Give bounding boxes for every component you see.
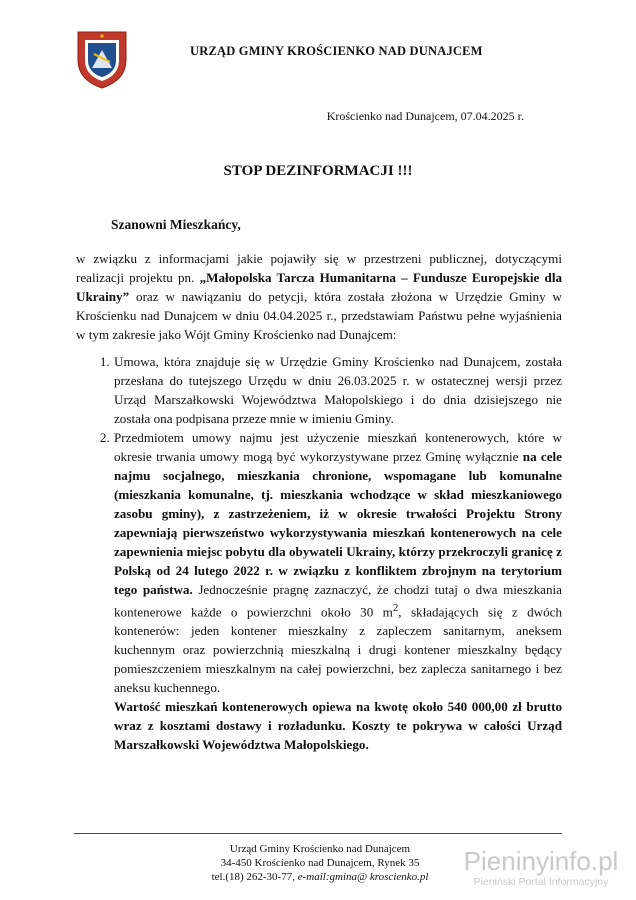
municipality-crest-logo [74,28,130,90]
intro-text-cont: oraz w nawiązaniu do petycji, która została złożona w Urzędzie Gminy w Krościenku nad Dunajcem w dniu 04.04.2025 r., przedstawiam Państwu pełne wyjaśnienia w tym zakresie jako Wójt Gminy Krościenko nad Dunajcem: [76,289,562,342]
document-title: STOP DEZINFORMACJI !!! [223,163,413,179]
footer-street: 34-450 Krościenko nad Dunajcem, Rynek 35 [220,857,420,869]
explanation-list [76,352,562,754]
intro-paragraph [76,249,562,344]
project-name: „Małopolska Tarcza Humanitarna – Fundusze Europejskie dla Ukrainy” [76,270,563,304]
cost-statement: Wartość mieszkań kontenerowych opiewa na kwotę około 540 000,00 zł brutto wraz z kosztami dostawy i rozładunku. Koszty te pokrywa w całości Urząd Marszałkowski Województwa Małopolskiego. [114,699,562,753]
list-item: 2. Przedmiotem umowy najmu jest użyczenie mieszkań kontenerowych, które w okresie trwania umowy mogą być wykorzystywane przez Gminę wyłącznie na cele najmu socjalnego, mieszkania chronione, wspomagane lub komunalne (mieszkania komunalne, tj. mieszkania wchodzące w skład mieszkaniowego zasobu gminy), z zastrzeżeniem, iż w okresie trwałości Projektu Strony zapewniają pierwszeństwo wykorzystywania mieszkań kontenerowych na cele zapewnienia miejsc pobytu dla obywateli Ukrainy, którzy przekroczyli granicę z Polską od 24 lutego 2022 r. w związku z konfliktem zbrojnym na terytorium tego państwa. Jednocześnie pragnę zaznaczyć, że chodzi tutaj o dwa mieszkania kontenerowe każde o powierzchni około 30 $m^2$, składających się z dwóch kontenerów: jeden kontener mieszkalny z zapleczem sanitarnym, aneksem kuchennym oraz powierzchnią mieszkalną i drugi kontener mieszkalny będący pomieszczeniem mieszkalnym na całej powierzchni, bez zaplecza sanitarnego i bez aneksu kuchennego. Wartość mieszkań kontenerowych opiewa na kwotę około 540 000,00 zł brutto wraz z kosztami dostawy i rozładunku. Koszty te pokrywa w całości Urząd Marszałkowski Województwa Małopolskiego. [113,428,562,754]
letter-body [76,249,562,754]
watermark: Pieninyinfo.pl Pieniński Portal Informacyjny [463,846,619,888]
document-date: Krościenko nad Dunajcem, 07.04.2025 r. [326,109,524,123]
footer-office: Urząd Gminy Krościenko nad Dunajcem [229,843,411,855]
footer-address [150,842,490,884]
list-item: 1. Umowa, która znajduje się w Urzędzie Gminy Krościenko nad Dunajcem, została przesłana do tutejszego Urzędu w dniu 26.03.2025 r. w ostatecznej wersji przez Urząd Marszałkowski Województwa Małopolskiego i do dnia dzisiejszego nie została ona podpisana przeze mnie w imieniu Gminy. [113,352,562,428]
footer-contact: tel.(18) 262-30-77, e-mail:gmina@ kroscienko.pl [211,871,429,883]
intro-text: w związku z informacjami jakie pojawiły się w przestrzeni publicznej, dotyczącymi realizacji projektu pn. [76,251,562,285]
greeting: Szanowni Mieszkańcy, [111,217,241,232]
footer-divider [74,833,562,834]
office-header: URZĄD GMINY KROŚCIENKO NAD DUNAJCEM [190,44,483,58]
